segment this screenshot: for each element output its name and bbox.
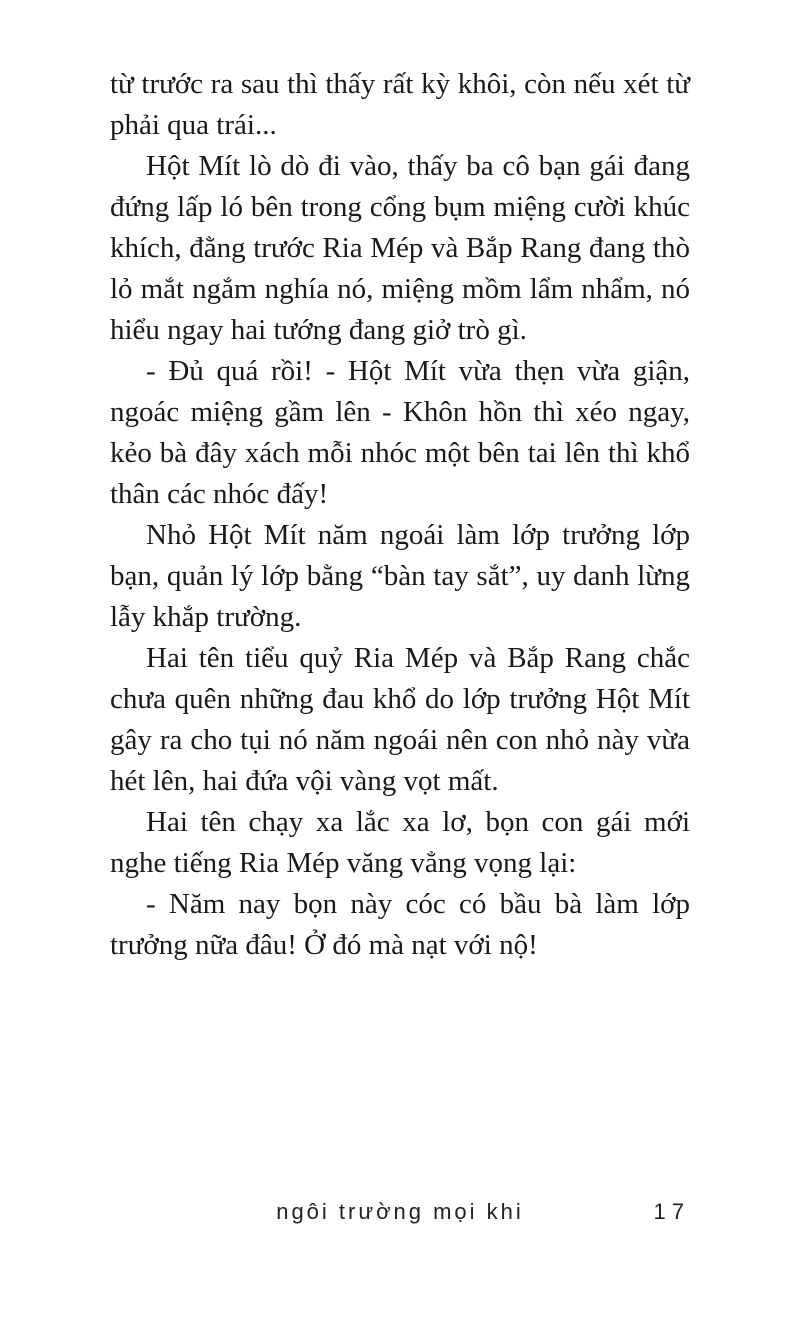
page-number: 17	[653, 1199, 690, 1224]
paragraph-continuation: từ trước ra sau thì thấy rất kỳ khôi, còn nếu xét từ phải qua trái...	[110, 68, 690, 141]
running-title: ngôi trường mọi khi	[276, 1199, 524, 1224]
page-footer	[110, 1199, 690, 1233]
paragraph: Hai tên chạy xa lắc xa lơ, bọn con gái mới nghe tiếng Ria Mép văng vẳng vọng lại:	[110, 806, 690, 879]
paragraph-dialogue: - Đủ quá rồi! - Hột Mít vừa thẹn vừa giận, ngoác miệng gầm lên - Khôn hồn thì xéo ngay, kẻo bà đây xách mỗi nhóc một bên tai lên thì khổ thân các nhóc đấy!	[110, 355, 690, 510]
body-text	[110, 64, 690, 966]
paragraph-dialogue: - Năm nay bọn này cóc có bầu bà làm lớp trưởng nữa đâu! Ở đó mà nạt với nộ!	[110, 888, 690, 961]
paragraph: Hột Mít lò dò đi vào, thấy ba cô bạn gái đang đứng lấp ló bên trong cổng bụm miệng cười khúc khích, đằng trước Ria Mép và Bắp Rang đang thò lỏ mắt ngắm nghía nó, miệng mồm lẩm nhẩm, nó hiểu ngay hai tướng đang giở trò gì.	[110, 150, 690, 346]
paragraph: Hai tên tiểu quỷ Ria Mép và Bắp Rang chắc chưa quên những đau khổ do lớp trưởng Hột Mít gây ra cho tụi nó năm ngoái nên con nhỏ này vừa hét lên, hai đứa vội vàng vọt mất.	[110, 642, 690, 797]
paragraph: Nhỏ Hột Mít năm ngoái làm lớp trưởng lớp bạn, quản lý lớp bằng “bàn tay sắt”, uy danh lừng lẫy khắp trường.	[110, 519, 690, 633]
